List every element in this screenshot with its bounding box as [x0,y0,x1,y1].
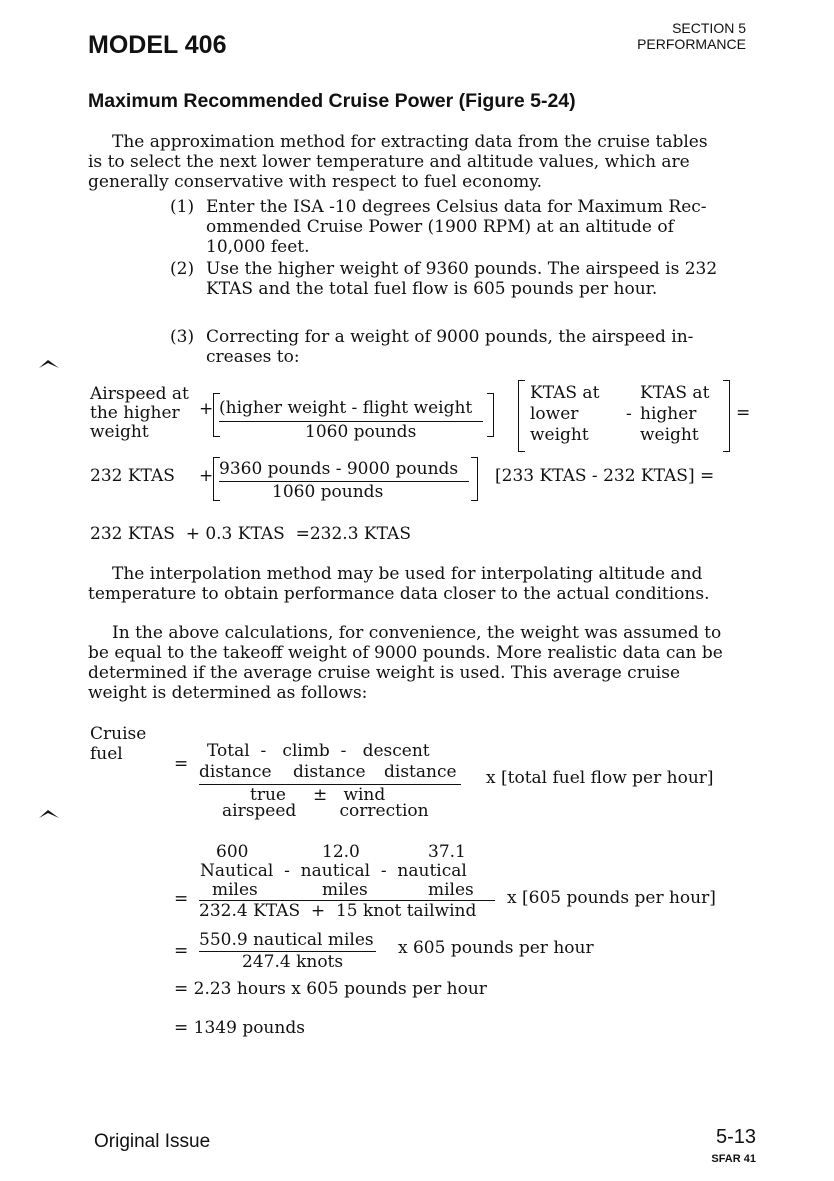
plus-sign: + [199,466,214,486]
intro-line: generally conservative with respect to fuel economy. [88,172,543,192]
section-number: SECTION 5 [672,20,746,36]
calc-denominator: 232.4 KTAS + 15 knot tailwind [199,901,477,921]
right-bracket [471,457,478,501]
eq-rhs-text: KTAS at [640,383,710,403]
step-line: 10,000 feet. [206,237,310,257]
calc-rhs: x 605 pounds per hour [398,938,594,958]
para-line: determined if the average cruise weight is used. This average cruise [88,663,681,683]
step-line: Use the higher weight of 9360 pounds. The airspeed is 232 [206,259,718,279]
calc-denominator: 247.4 knots [242,952,344,972]
calc-numerator: Nautical - nautical - nautical [200,861,467,881]
model-title: MODEL 406 [88,31,227,59]
left-bracket [518,380,525,452]
step-number: (3) [170,327,195,347]
step-1 [170,197,754,257]
section-header [637,20,746,52]
calc-value: 600 [216,842,249,862]
eq-rhs: [233 KTAS - 232 KTAS] = [495,466,715,486]
equals-sign: = [174,889,189,909]
right-bracket [723,380,730,452]
calc-numerator: miles [322,880,368,900]
formula-lhs-line: Cruise [90,724,147,744]
eq-numerator: 9360 pounds - 9000 pounds [219,459,459,479]
eq-lhs-line: Airspeed at [90,384,189,404]
calc-value: 12.0 [322,842,360,862]
calc-numerator: miles [428,880,474,900]
eq-rhs-text: weight [640,425,699,445]
para-line: temperature to obtain performance data closer to the actual conditions. [88,584,710,604]
eq-rhs-text: lower [530,404,579,424]
para-line: weight is determined as follows: [88,683,368,703]
calc-result: = 1349 pounds [174,1018,305,1038]
step-number: (2) [170,259,195,279]
equals-sign: = [174,754,189,774]
interpolation-paragraph [88,564,754,604]
formula-numerator: distance [384,762,457,782]
formula-lhs-line: fuel [90,744,123,764]
para-line: The interpolation method may be used for interpolating altitude and [112,564,703,584]
eq-rhs-text: higher [640,404,697,424]
page-title: Maximum Recommended Cruise Power (Figure 5-24) [88,90,576,112]
footer-issue: Original Issue [94,1131,211,1152]
eq-lhs-line: the higher [90,403,180,423]
equals-sign: = [736,403,751,423]
calc-value: 37.1 [428,842,466,862]
eq-denominator: 1060 pounds [305,422,417,442]
plus-sign: + [199,399,214,419]
calc-rhs: x [605 pounds per hour] [507,888,716,908]
formula-numerator: distance [199,762,272,782]
equation-result: 232 KTAS + 0.3 KTAS =232.3 KTAS [90,524,411,544]
step-2 [170,259,754,299]
weight-paragraph [88,623,754,703]
formula-numerator: Total - climb - descent [207,741,430,761]
eq-numerator: (higher weight - flight weight [219,398,473,418]
calc-hours: = 2.23 hours x 605 pounds per hour [174,979,487,999]
eq-rhs-text: weight [530,425,589,445]
formula-denominator: true ± wind [250,785,386,805]
eq-lhs-line: weight [90,422,149,442]
sfar-label: SFAR 41 [711,1153,756,1165]
intro-paragraph [88,132,754,192]
formula-numerator: distance [293,762,366,782]
calc-numerator: 550.9 nautical miles [199,930,374,950]
step-line: ommended Cruise Power (1900 RPM) at an altitude of [206,217,674,237]
para-line: be equal to the takeoff weight of 9000 pounds. More realistic data can be [88,643,723,663]
step-number: (1) [170,197,195,217]
formula-denominator: airspeed correction [222,801,429,821]
revision-mark-icon [38,808,60,820]
right-bracket [487,393,494,437]
para-line: In the above calculations, for convenience, the weight was assumed to [112,623,722,643]
intro-line: is to select the next lower temperature and altitude values, which are [88,152,690,172]
eq-denominator: 1060 pounds [272,482,384,502]
eq-rhs-text: - [626,404,632,424]
step-line: Correcting for a weight of 9000 pounds, the airspeed in- [206,327,694,347]
step-3 [170,327,754,367]
section-name: PERFORMANCE [637,36,746,52]
equals-sign: = [174,941,189,961]
step-line: KTAS and the total fuel flow is 605 pounds per hour. [206,279,658,299]
calc-numerator: miles [212,880,258,900]
formula-rhs: x [total fuel flow per hour] [486,768,714,788]
eq-lhs: 232 KTAS [90,466,175,486]
step-line: Enter the ISA -10 degrees Celsius data for Maximum Rec- [206,197,707,217]
intro-line: The approximation method for extracting data from the cruise tables [112,132,708,152]
eq-rhs-text: KTAS at [530,383,600,403]
page-number: 5-13 [715,1126,756,1148]
step-line: creases to: [206,347,300,367]
revision-mark-icon [38,358,60,370]
